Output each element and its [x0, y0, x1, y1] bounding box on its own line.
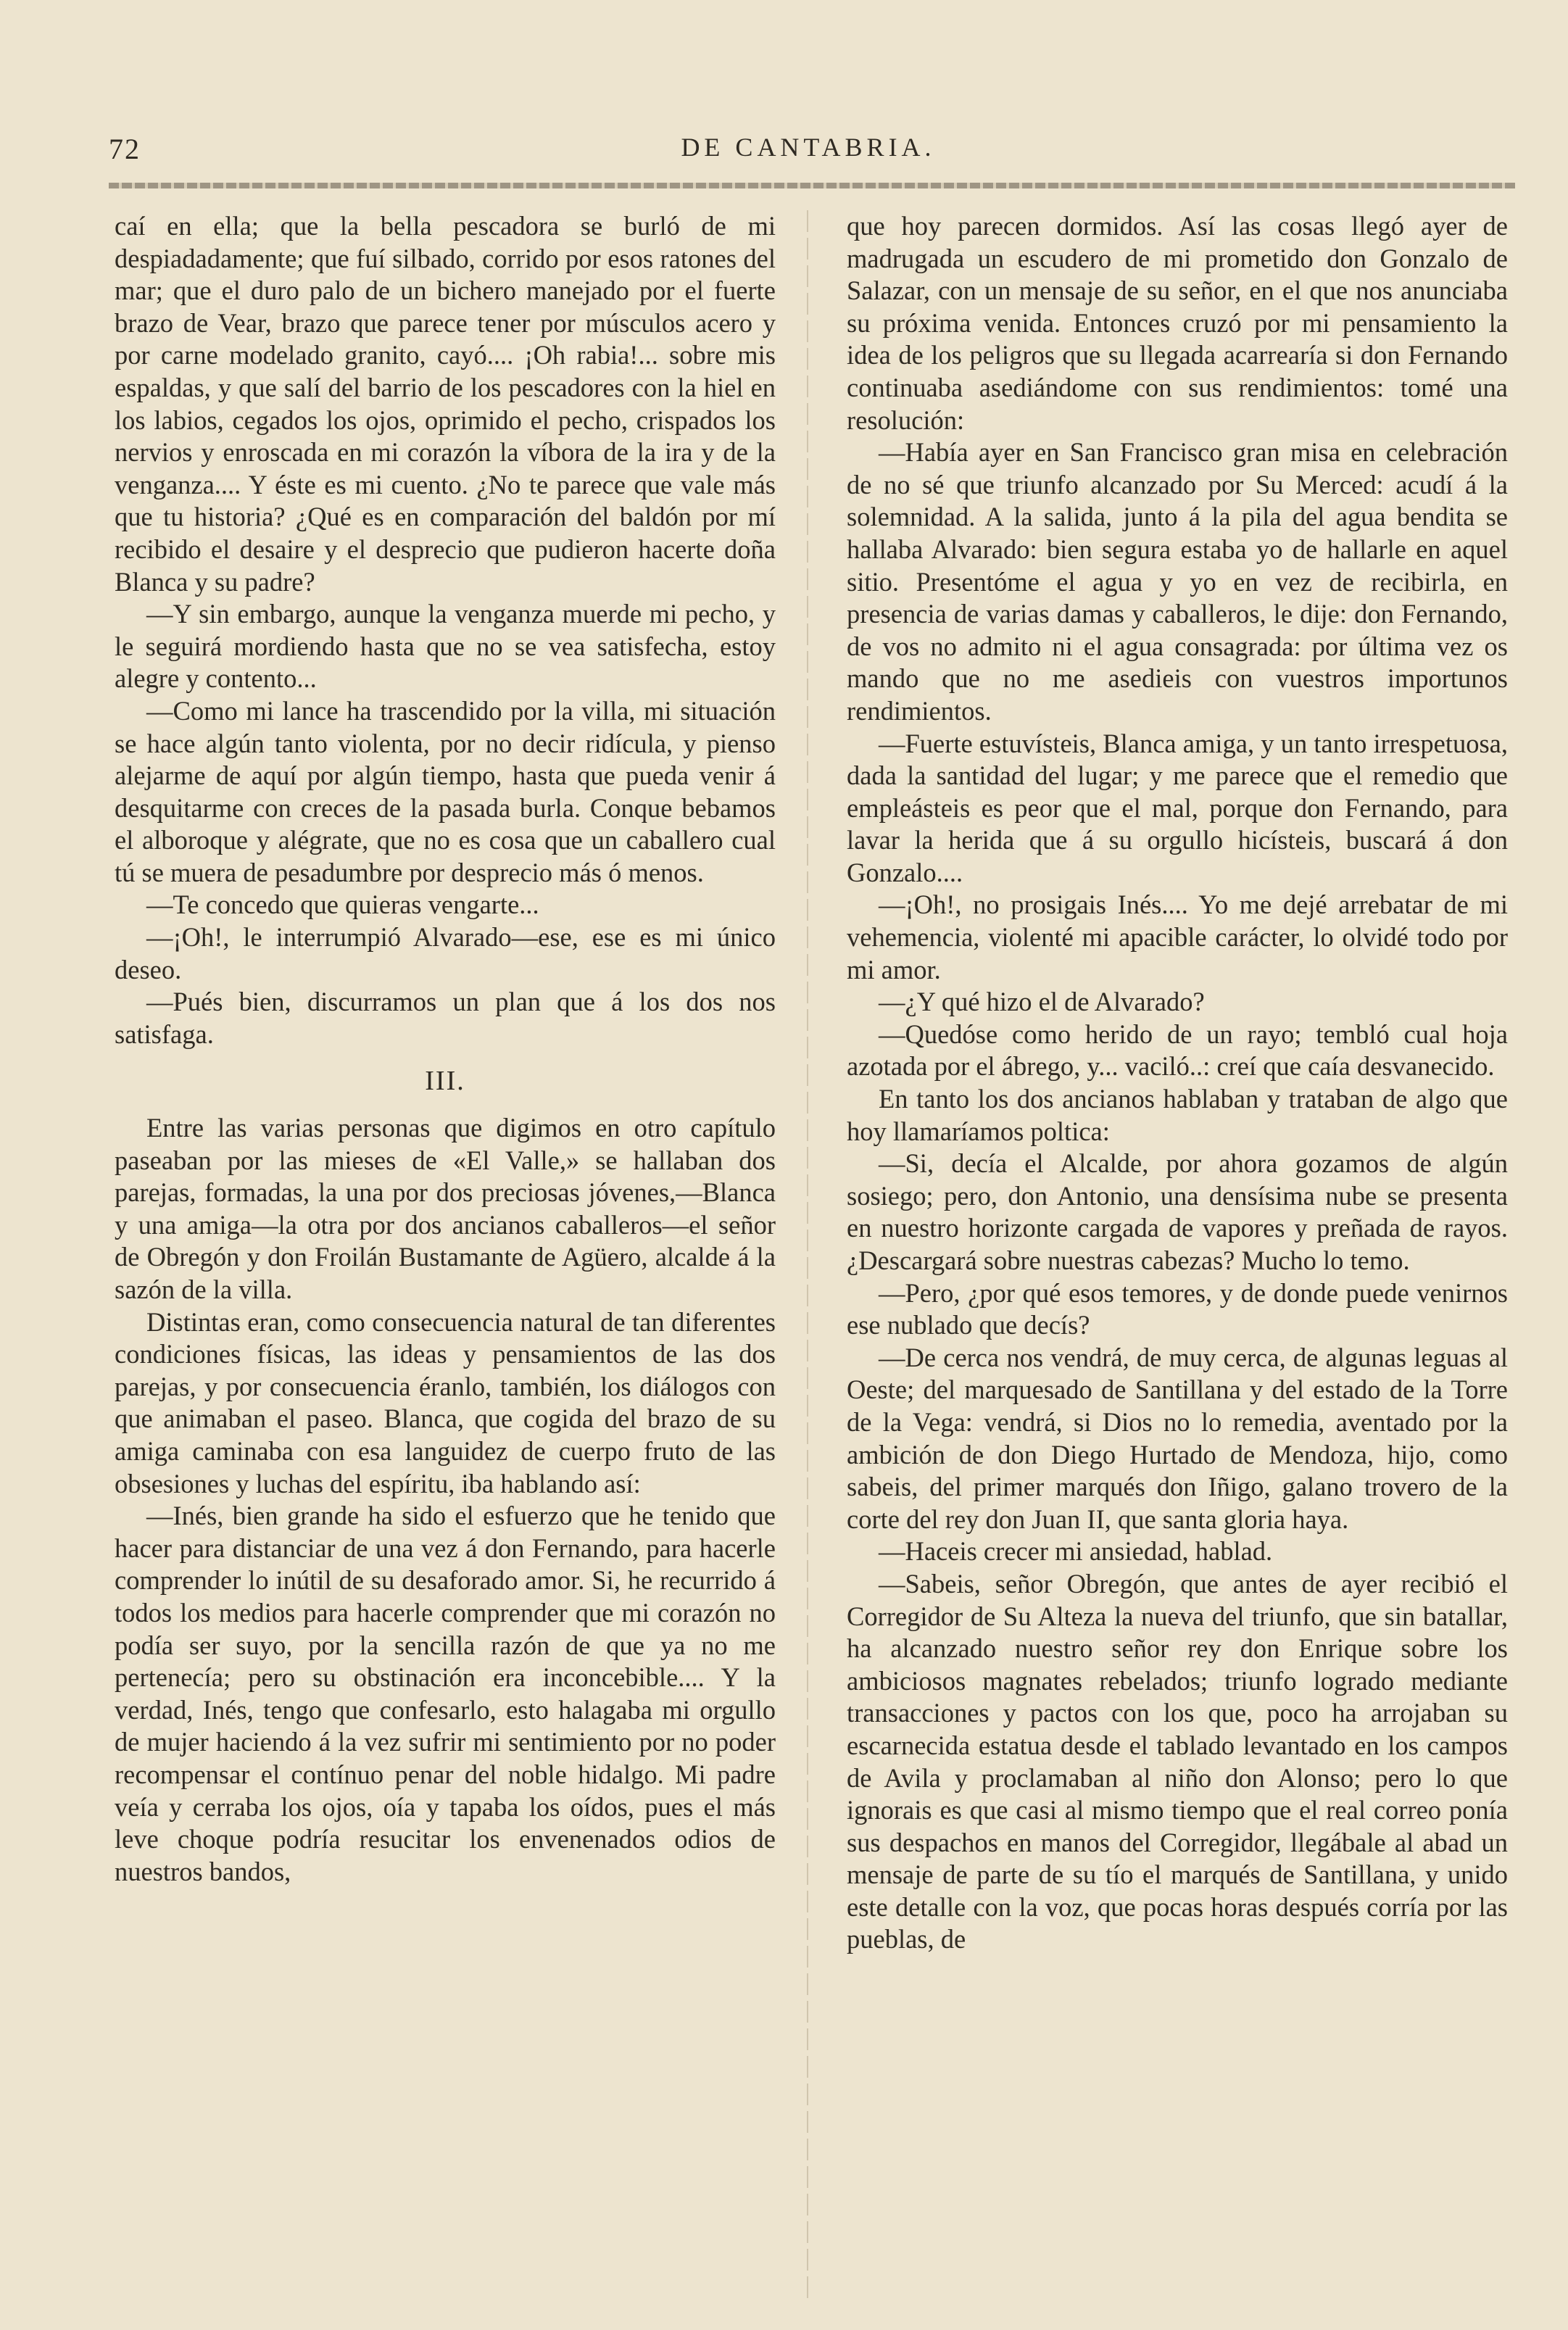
paragraph: —¡Oh!, no prosigais Inés.... Yo me dejé arrebatar de mi vehemencia, violenté mi apacible carácter, lo olvidé todo por mi amor.	[847, 890, 1508, 984]
paragraph: —¿Y qué hizo el de Alvarado?	[879, 987, 1205, 1017]
paragraph: caí en ella; que la bella pescadora se burló de mi despiadadamente; que fuí silbado, corrido por esos ratones del mar; que el duro palo de un bichero manejado por el fuerte brazo de Vear, brazo que parece tener por músculos acero y por carne modelado granito, cayó.... ¡Oh rabia!... sobre mis espaldas, y que salí del barrio de los pescadores con la hiel en los labios, cegados los ojos, oprimido el pecho, crispados los nervios y enroscada en mi corazón la víbora de la ira y de la venganza.... Y éste es mi cuento. ¿No te parece que vale más que tu historia? ¿Qué es en comparación del baldón por mí recibido el desaire y el desprecio que pudieron hacerte doña Blanca y su padre?	[115, 211, 776, 597]
column-divider	[807, 210, 808, 2298]
paragraph: —Había ayer en San Francisco gran misa en celebración de no sé que triunfo alcanzado por Su Merced: acudí á la solemnidad. A la salida, junto á la pila del agua bendita se hallaba Alvarado: bien segura estaba yo de hallarle en aquel sitio. Presentóme el agua y yo en vez de recibirla, en presencia de varias damas y caballeros, le dije: don Fernando, de vos no admito ni el agua consagrada: por última vez os mando que no me asedieis con vuestros importunos rendimientos.	[847, 437, 1508, 726]
paragraph: —Haceis crecer mi ansiedad, hablad.	[879, 1536, 1273, 1567]
paragraph: —Pués bien, discurramos un plan que á los dos nos satisfaga.	[115, 987, 776, 1049]
paragraph: —Sabeis, señor Obregón, que antes de ayer recibió el Corregidor de Su Alteza la nueva del triunfo, que sin batallar, ha alcanzado nuestro señor rey don Enrique sobre los ambiciosos magnates rebelados; triunfo logrado mediante transacciones y pactos con los que, poco ha arrojaban su escarnecida estatua desde el tablado levantado en los campos de Avila y proclamaban al niño don Alonso; pero lo que ignorais es que casi al mismo tiempo que el real correo ponía sus despachos en manos del Corregidor, llegábale al abad un mensaje de parte de su tío el marqués de Santillana, y unido este detalle con la voz, que pocas horas después corría por las pueblas, de	[847, 1568, 1508, 1954]
paragraph: que hoy parecen dormidos. Así las cosas llegó ayer de madrugada un escudero de mi prometido don Gonzalo de Salazar, con un mensaje de su señor, en el que nos anunciaba su próxima venida. Entonces cruzó por mi pensamiento la idea de los peligros que su llegada acarrearía si don Fernando continuaba asediándome con sus rendimientos: tomé una resolución:	[847, 211, 1508, 435]
paragraph: —¡Oh!, le interrumpió Alvarado—ese, ese es mi único deseo.	[115, 922, 776, 984]
paragraph: —De cerca nos vendrá, de muy cerca, de algunas leguas al Oeste; del marquesado de Santillana y del estado de la Torre de la Vega: vendrá, si Dios no lo remedia, aventado por la ambición de don Diego Hurtado de Mendoza, hijo, como sabeis, del primer marqués don Iñigo, galano trovero de la corte del rey don Juan II, que santa gloria haya.	[847, 1342, 1508, 1534]
paragraph: —Y sin embargo, aunque la venganza muerde mi pecho, y le seguirá mordiendo hasta que no se vea satisfecha, estoy alegre y contento...	[115, 599, 776, 694]
paragraph: —Si, decía el Alcalde, por ahora gozamos de algún sosiego; pero, don Antonio, una densísima nube se presenta en nuestro horizonte cargada de vapores y preñada de rayos. ¿Descargará sobre nuestras cabezas? Mucho lo temo.	[847, 1148, 1508, 1275]
page-header	[109, 132, 1508, 175]
running-title: DE CANTABRIA.	[681, 133, 936, 162]
paragraph: —Pero, ¿por qué esos temores, y de donde puede venirnos ese nublado que decís?	[847, 1277, 1508, 1340]
paragraph: —Fuerte estuvísteis, Blanca amiga, y un tanto irrespetuosa, dada la santidad del lugar; y me parece que el remedio que empleásteis es peor que el mal, porque don Fernando, para lavar la herida que á su orgullo hicísteis, buscará á don Gonzalo....	[847, 728, 1508, 887]
paragraph: Distintas eran, como consecuencia natural de tan diferentes condiciones físicas, las ideas y pensamientos de las dos parejas, y por consecuencia éranlo, también, los diálogos con que animaban el paseo. Blanca, que cogida del brazo de su amiga caminaba con esa languidez de cuerpo fruto de las obsesiones y luchas del espíritu, iba hablando así:	[115, 1306, 776, 1498]
paragraph: —Te concedo que quieras vengarte...	[146, 890, 539, 920]
paragraph: —Como mi lance ha trascendido por la villa, mi situación se hace algún tanto violenta, por no decir ridícula, y pienso alejarme de aquí por algún tiempo, hasta que pueda venir á desquitarme con creces de la pasada burla. Conque bebamos el alboroque y alégrate, que no es cosa que un caballero cual tú se muera de pesadumbre por desprecio más ó menos.	[115, 695, 776, 887]
chapter-heading: III.	[425, 1066, 465, 1097]
page-number: 72	[109, 133, 141, 165]
paragraph: —Quedóse como herido de un rayo; tembló cual hoja azotada por el ábrego, y... vaciló..: creí que caía desvanecido.	[847, 1019, 1508, 1082]
paragraph: Entre las varias personas que digimos en otro capítulo paseaban por las mieses de «El Valle,» se hallaban dos parejas, formadas, la una por dos preciosas jóvenes,—Blanca y una amiga—la otra por dos ancianos caballeros—el señor de Obregón y don Froilán Bustamante de Agüero, alcalde á la sazón de la villa.	[115, 1113, 776, 1304]
left-column	[115, 210, 776, 2305]
right-column	[847, 210, 1508, 2305]
header-rule	[109, 183, 1515, 188]
paragraph: En tanto los dos ancianos hablaban y trataban de algo que hoy llamaríamos poltica:	[847, 1084, 1508, 1146]
paragraph: —Inés, bien grande ha sido el esfuerzo que he tenido que hacer para distanciar de una vez á don Fernando, para hacerle comprender lo inútil de su desaforado amor. Si, he recurrido á todos los medios para hacerle comprender que mi corazón no podía ser suyo, por la sencilla razón de que ya no me pertenecía; pero su obstinación era inconcebible.... Y la verdad, Inés, tengo que confesarlo, esto halagaba mi orgullo de mujer haciendo á la vez sufrir mi sentimiento por no poder recompensar el contínuo penar del noble hidalgo. Mi padre veía y cerraba los ojos, oía y tapaba los oídos, pues el más leve choque podría resucitar los envenenados odios de nuestros bandos,	[115, 1501, 776, 1886]
